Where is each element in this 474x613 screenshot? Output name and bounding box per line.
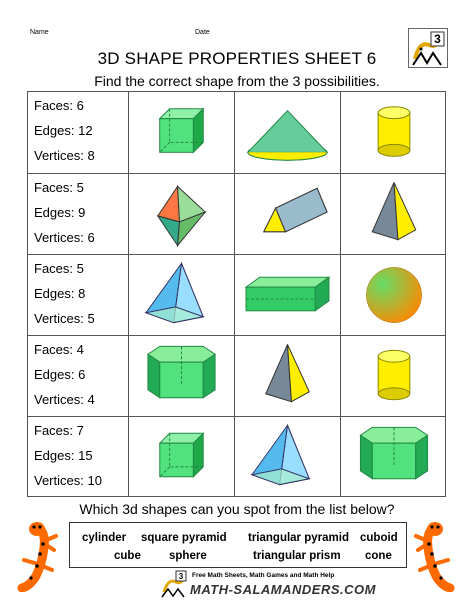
vertices-count: Vertices: 8 (34, 148, 95, 163)
cylinder-icon (341, 336, 447, 416)
date-label: Date (195, 29, 210, 36)
shape-option-cell[interactable] (128, 92, 234, 173)
shape-option-cell[interactable] (340, 92, 447, 173)
triangular-prism-icon (235, 174, 340, 254)
shape-option-cell[interactable] (128, 336, 234, 416)
table-row (28, 335, 445, 416)
shape-option-cell[interactable] (340, 417, 447, 497)
cylinder-icon (341, 92, 447, 173)
square-pyramid-icon (235, 417, 340, 497)
faces-count: Faces: 5 (34, 180, 84, 195)
word-item: cylinder (82, 532, 127, 544)
properties-cell (34, 418, 102, 493)
shape-table (27, 91, 446, 497)
word-item: square pyramid (141, 532, 227, 544)
shape-option-cell[interactable] (340, 336, 447, 416)
word-item: triangular pyramid (248, 532, 349, 544)
name-label: Name (30, 29, 49, 36)
triangular-pyramid-icon (341, 174, 447, 254)
word-item: triangular prism (253, 550, 341, 562)
footer-brand: MATH-SALAMANDERS.COM (190, 582, 376, 597)
cone-icon (235, 92, 340, 173)
vertices-count: Vertices: 10 (34, 473, 102, 488)
page-title: 3D SHAPE PROPERTIES SHEET 6 (97, 49, 377, 68)
properties-cell (34, 256, 95, 331)
footer-logo-icon (160, 570, 188, 598)
word-item: sphere (169, 550, 207, 562)
faces-count: Faces: 7 (34, 423, 84, 438)
edges-count: Edges: 6 (34, 367, 86, 382)
faces-count: Faces: 6 (34, 98, 84, 113)
square-pyramid-icon (129, 255, 234, 335)
properties-cell (34, 93, 95, 168)
sphere-icon (341, 255, 447, 335)
properties-cell (34, 175, 95, 250)
table-row (28, 416, 445, 497)
shape-option-cell[interactable] (234, 417, 340, 497)
shape-option-cell[interactable] (340, 255, 447, 335)
hexagonal-prism-icon (129, 336, 234, 416)
word-item: cube (114, 550, 141, 562)
footer-logo-number: 3 (178, 572, 184, 581)
logo-number: 3 (434, 32, 441, 46)
table-row (28, 254, 445, 335)
shape-option-cell[interactable] (234, 255, 340, 335)
edges-count: Edges: 8 (34, 286, 86, 301)
edges-count: Edges: 12 (34, 123, 93, 138)
word-list-box (69, 522, 407, 568)
shape-option-cell[interactable] (128, 417, 234, 497)
edges-count: Edges: 15 (34, 448, 93, 463)
shape-option-cell[interactable] (128, 174, 234, 254)
table-row (28, 92, 445, 173)
triangular-pyramid-icon (235, 336, 340, 416)
word-item: cone (365, 550, 392, 562)
shape-option-cell[interactable] (234, 92, 340, 173)
cube-icon (129, 92, 234, 173)
octahedron-icon (129, 174, 234, 254)
shape-option-cell[interactable] (234, 174, 340, 254)
table-row (28, 173, 445, 254)
salamander-left-icon (16, 520, 62, 592)
vertices-count: Vertices: 6 (34, 230, 95, 245)
cube-icon (129, 417, 234, 497)
instructions: Find the correct shape from the 3 possibilities. (94, 73, 380, 89)
shape-option-cell[interactable] (128, 255, 234, 335)
vertices-count: Vertices: 5 (34, 311, 95, 326)
properties-cell (34, 337, 95, 412)
question-text: Which 3d shapes can you spot from the list below? (79, 501, 395, 517)
word-item: cuboid (360, 532, 398, 544)
shape-option-cell[interactable] (340, 174, 447, 254)
faces-count: Faces: 5 (34, 261, 84, 276)
vertices-count: Vertices: 4 (34, 392, 95, 407)
salamander-right-icon (410, 520, 456, 592)
shape-option-cell[interactable] (234, 336, 340, 416)
footer-tagline: Free Math Sheets, Math Games and Math Help (192, 572, 335, 579)
pentagonal-prism-icon (341, 417, 447, 497)
edges-count: Edges: 9 (34, 205, 86, 220)
faces-count: Faces: 4 (34, 342, 84, 357)
cuboid-icon (235, 255, 340, 335)
